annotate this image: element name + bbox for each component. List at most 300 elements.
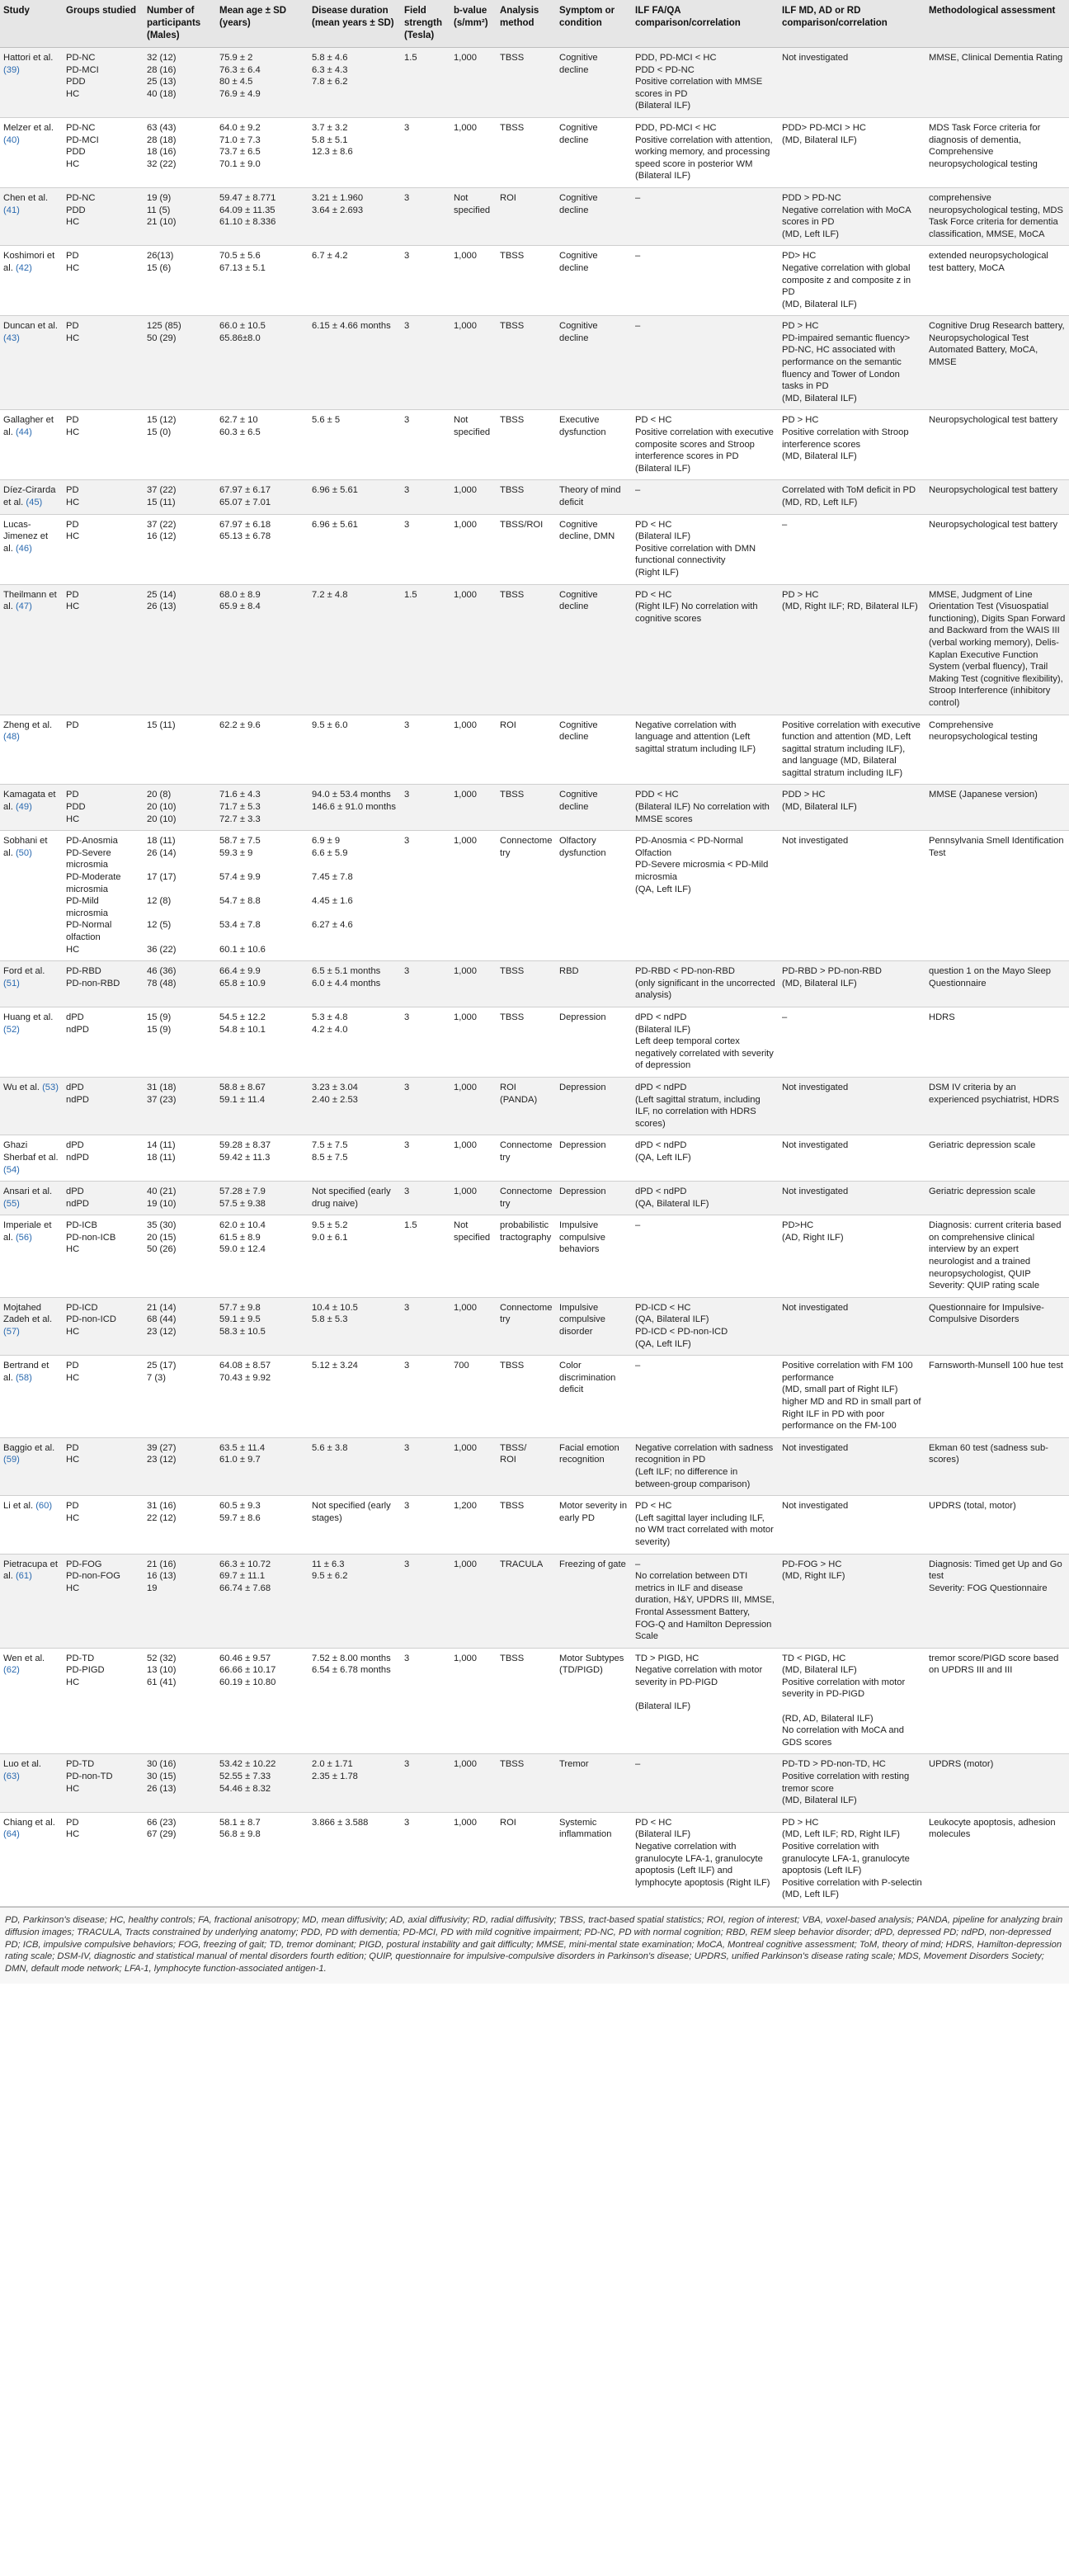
participants-cell: 40 (21) 19 (10) [144,1182,216,1215]
b-value-cell: 1,000 [450,715,497,785]
methodological-cell: Comprehensive neuropsychological testing [925,715,1069,785]
symptom-cell: Tremor [556,1754,632,1812]
study-cell [0,48,63,118]
analysis-method-cell: ROI [497,1812,556,1906]
methodological-cell: tremor score/PIGD score based on UPDRS III and III [925,1648,1069,1754]
b-value-cell: 1,000 [450,1648,497,1754]
symptom-cell: Motor severity in early PD [556,1496,632,1554]
ilf-fa-qa-cell: – [632,316,779,410]
study-cell [0,1812,63,1906]
reference-link[interactable]: (54) [3,1164,20,1175]
participants-cell: 125 (85) 50 (29) [144,316,216,410]
b-value-cell: 1,000 [450,1297,497,1355]
study-cell [0,117,63,187]
field-strength-cell: 3 [401,831,450,961]
groups-cell: PD-NC PDD HC [63,187,144,245]
methodological-cell: MDS Task Force criteria for diagnosis of dementia, Comprehensive neuropsychological testing [925,117,1069,187]
b-value-cell: Not specified [450,1215,497,1298]
analysis-method-cell: TBSS [497,410,556,480]
groups-cell: PD HC [63,1437,144,1495]
analysis-method-cell: TBSS/ ROI [497,1437,556,1495]
groups-cell: PD HC [63,1356,144,1438]
disease-duration-cell: 11 ± 6.3 9.5 ± 6.2 [308,1554,401,1648]
groups-cell: PD-Anosmia PD-Severe microsmia PD-Moderate microsmia PD-Mild microsmia PD-Normal olfaction HC [63,831,144,961]
header-analysis-method: Analysis method [497,0,556,48]
table-row [0,117,1069,187]
ilf-md-ad-rd-cell: Not investigated [779,48,925,118]
groups-cell: PD PDD HC [63,785,144,831]
table-row [0,1356,1069,1438]
mean-age-cell: 64.08 ± 8.57 70.43 ± 9.92 [216,1356,308,1438]
study-name: Pietracupa et al. [3,1559,58,1582]
methodological-cell: Questionnaire for Impulsive-Compulsive Disorders [925,1297,1069,1355]
analysis-method-cell: Connectometry [497,831,556,961]
ilf-fa-qa-cell: dPD < ndPD (QA, Left ILF) [632,1135,779,1182]
study-cell [0,1648,63,1754]
participants-cell: 15 (11) [144,715,216,785]
header-disease-duration: Disease duration (mean years ± SD) [308,0,401,48]
groups-cell: PD-TD PD-non-TD HC [63,1754,144,1812]
disease-duration-cell: 6.96 ± 5.61 [308,480,401,514]
table-row [0,1297,1069,1355]
reference-link[interactable]: (46) [15,543,32,554]
groups-cell: PD HC [63,246,144,316]
analysis-method-cell: TBSS [497,117,556,187]
reference-link[interactable]: (50) [15,847,32,858]
b-value-cell: 1,000 [450,1554,497,1648]
ilf-md-ad-rd-cell: Not investigated [779,1496,925,1554]
analysis-method-cell: TBSS [497,316,556,410]
symptom-cell: Freezing of gate [556,1554,632,1648]
reference-link[interactable]: (40) [3,134,20,145]
b-value-cell: 1,000 [450,1437,497,1495]
groups-cell: PD-TD PD-PIGD HC [63,1648,144,1754]
disease-duration-cell: 94.0 ± 53.4 months 146.6 ± 91.0 months [308,785,401,831]
field-strength-cell: 3 [401,1648,450,1754]
ilf-fa-qa-cell: TD > PIGD, HC Negative correlation with motor severity in PD-PIGD (Bilateral ILF) [632,1648,779,1754]
mean-age-cell: 67.97 ± 6.17 65.07 ± 7.01 [216,480,308,514]
disease-duration-cell: 6.96 ± 5.61 [308,514,401,584]
mean-age-cell: 67.97 ± 6.18 65.13 ± 6.78 [216,514,308,584]
b-value-cell: Not specified [450,187,497,245]
reference-link[interactable]: (48) [3,732,20,743]
participants-cell: 30 (16) 30 (15) 26 (13) [144,1754,216,1812]
study-cell [0,1135,63,1182]
study-name: Hattori et al. [3,53,54,63]
groups-cell: PD HC [63,1496,144,1554]
participants-cell: 35 (30) 20 (15) 50 (26) [144,1215,216,1298]
study-name: Theilmann et al. [3,589,57,612]
disease-duration-cell: 3.7 ± 3.2 5.8 ± 5.1 12.3 ± 8.6 [308,117,401,187]
participants-cell: 31 (18) 37 (23) [144,1077,216,1135]
field-strength-cell: 3 [401,117,450,187]
analysis-method-cell: TBSS [497,1754,556,1812]
symptom-cell: Impulsive compulsive behaviors [556,1215,632,1298]
mean-age-cell: 66.3 ± 10.72 69.7 ± 11.1 66.74 ± 7.68 [216,1554,308,1648]
mean-age-cell: 63.5 ± 11.4 61.0 ± 9.7 [216,1437,308,1495]
b-value-cell: 1,000 [450,961,497,1007]
b-value-cell: 1,000 [450,1812,497,1906]
symptom-cell: Cognitive decline [556,316,632,410]
symptom-cell: Depression [556,1007,632,1077]
b-value-cell: 1,000 [450,48,497,118]
disease-duration-cell: 3.21 ± 1.960 3.64 ± 2.693 [308,187,401,245]
groups-cell: PD-RBD PD-non-RBD [63,961,144,1007]
symptom-cell: Impulsive compulsive disorder [556,1297,632,1355]
participants-cell: 39 (27) 23 (12) [144,1437,216,1495]
ilf-fa-qa-cell: PDD < HC (Bilateral ILF) No correlation with MMSE scores [632,785,779,831]
ilf-md-ad-rd-cell: PDD> PD-MCI > HC (MD, Bilateral ILF) [779,117,925,187]
reference-link[interactable]: (45) [26,498,43,507]
analysis-method-cell: TBSS [497,584,556,715]
analysis-method-cell: TBSS [497,480,556,514]
symptom-cell: RBD [556,961,632,1007]
analysis-method-cell: Connectometry [497,1135,556,1182]
ilf-md-ad-rd-cell: PD > HC Positive correlation with Stroop interference scores (MD, Bilateral ILF) [779,410,925,480]
reference-link[interactable]: (49) [15,802,32,813]
table-row [0,715,1069,785]
mean-age-cell: 70.5 ± 5.6 67.13 ± 5.1 [216,246,308,316]
disease-duration-cell: 5.12 ± 3.24 [308,1356,401,1438]
reference-link[interactable]: (62) [3,1665,20,1676]
participants-cell: 26(13) 15 (6) [144,246,216,316]
study-name: Melzer et al. [3,122,54,133]
ilf-fa-qa-cell: – [632,1356,779,1438]
reference-link[interactable]: (53) [42,1082,59,1092]
participants-cell: 21 (14) 68 (44) 23 (12) [144,1297,216,1355]
mean-age-cell: 57.28 ± 7.9 57.5 ± 9.38 [216,1182,308,1215]
b-value-cell: 1,000 [450,1754,497,1812]
groups-cell: PD HC [63,584,144,715]
participants-cell: 18 (11) 26 (14) 17 (17) 12 (8) 12 (5) 36 (22) [144,831,216,961]
methodological-cell: Neuropsychological test battery [925,514,1069,584]
ilf-fa-qa-cell: PD-ICD < HC (QA, Bilateral ILF) PD-ICD < PD-non-ICD (QA, Left ILF) [632,1297,779,1355]
disease-duration-cell: 6.15 ± 4.66 months [308,316,401,410]
ilf-fa-qa-cell: Negative correlation with language and attention (Left sagittal stratum including ILF) [632,715,779,785]
mean-age-cell: 58.8 ± 8.67 59.1 ± 11.4 [216,1077,308,1135]
study-cell [0,187,63,245]
table-row [0,410,1069,480]
field-strength-cell: 3 [401,1554,450,1648]
study-cell [0,715,63,785]
reference-link[interactable]: (55) [3,1198,20,1209]
ilf-md-ad-rd-cell: – [779,1007,925,1077]
ilf-fa-qa-cell: – No correlation between DTI metrics in ILF and disease duration, H&Y, UPDRS III, MMSE, Frontal Assessment Battery, FOG-Q and Hamilton Depression Scale [632,1554,779,1648]
mean-age-cell: 66.0 ± 10.5 65.86±8.0 [216,316,308,410]
field-strength-cell: 3 [401,1077,450,1135]
header-groups: Groups studied [63,0,144,48]
symptom-cell: Olfactory dysfunction [556,831,632,961]
analysis-method-cell: TBSS [497,1356,556,1438]
symptom-cell: Cognitive decline [556,246,632,316]
study-cell [0,1496,63,1554]
groups-cell: PD [63,715,144,785]
study-name: Wen et al. [3,1653,45,1663]
b-value-cell: 1,000 [450,316,497,410]
table-row [0,1496,1069,1554]
mean-age-cell: 59.47 ± 8.771 64.09 ± 11.35 61.10 ± 8.336 [216,187,308,245]
disease-duration-cell: 7.52 ± 8.00 months 6.54 ± 6.78 months [308,1648,401,1754]
methodological-cell: Diagnosis: current criteria based on comprehensive clinical interview by an expert neurologist and a trained neuropsychologist, QUIP Severity: QUIP rating scale [925,1215,1069,1298]
groups-cell: PD-NC PD-MCI PDD HC [63,117,144,187]
methodological-cell: extended neuropsychological test battery, MoCA [925,246,1069,316]
study-cell [0,514,63,584]
study-cell [0,246,63,316]
mean-age-cell: 62.0 ± 10.4 61.5 ± 8.9 59.0 ± 12.4 [216,1215,308,1298]
analysis-method-cell: Connectometry [497,1182,556,1215]
reference-link[interactable]: (43) [3,333,20,343]
methodological-cell: Diagnosis: Timed get Up and Go test Severity: FOG Questionnaire [925,1554,1069,1648]
table-row [0,514,1069,584]
study-cell [0,1554,63,1648]
field-strength-cell: 3 [401,316,450,410]
header-symptom: Symptom or condition [556,0,632,48]
disease-duration-cell: 3.23 ± 3.04 2.40 ± 2.53 [308,1077,401,1135]
study-cell [0,316,63,410]
ilf-fa-qa-cell: PD < HC (Left sagittal layer including ILF, no WM tract correlated with motor severity) [632,1496,779,1554]
field-strength-cell: 1.5 [401,1215,450,1298]
ilf-md-ad-rd-cell: TD < PIGD, HC (MD, Bilateral ILF) Positive correlation with motor severity in PD-PIGD (RD, AD, Bilateral ILF) No correlation with MoCA and GDS scores [779,1648,925,1754]
groups-cell: PD HC [63,316,144,410]
analysis-method-cell: TBSS [497,1648,556,1754]
ilf-md-ad-rd-cell: PD > HC (MD, Left ILF; RD, Right ILF) Positive correlation with granulocyte LFA-1, granulocyte apoptosis (Left ILF) Positive correlation with P-selectin (MD, Left ILF) [779,1812,925,1906]
symptom-cell: Cognitive decline [556,785,632,831]
table-row [0,961,1069,1007]
disease-duration-cell: 5.6 ± 3.8 [308,1437,401,1495]
reference-link[interactable]: (39) [3,64,20,75]
ilf-md-ad-rd-cell: Not investigated [779,1437,925,1495]
field-strength-cell: 3 [401,514,450,584]
participants-cell: 52 (32) 13 (10) 61 (41) [144,1648,216,1754]
symptom-cell: Cognitive decline, DMN [556,514,632,584]
study-cell [0,1437,63,1495]
ilf-fa-qa-cell: PD < HC (Right ILF) No correlation with cognitive scores [632,584,779,715]
study-name: Bertrand et al. [3,1361,49,1383]
reference-link[interactable]: (42) [15,262,32,273]
groups-cell: PD-ICD PD-non-ICD HC [63,1297,144,1355]
reference-link[interactable]: (60) [35,1501,53,1512]
field-strength-cell: 3 [401,1297,450,1355]
table-row [0,1007,1069,1077]
methodological-cell: Pennsylvania Smell Identification Test [925,831,1069,961]
participants-cell: 37 (22) 15 (11) [144,480,216,514]
field-strength-cell: 3 [401,715,450,785]
participants-cell: 14 (11) 18 (11) [144,1135,216,1182]
table-row [0,48,1069,118]
study-name: Zheng et al. [3,719,53,730]
ilf-md-ad-rd-cell: PD > HC (MD, Right ILF; RD, Bilateral ILF) [779,584,925,715]
study-name: Duncan et al. [3,321,58,332]
groups-cell: PD HC [63,514,144,584]
methodological-cell: UPDRS (motor) [925,1754,1069,1812]
b-value-cell: 700 [450,1356,497,1438]
ilf-fa-qa-cell: – [632,480,779,514]
disease-duration-cell: 2.0 ± 1.71 2.35 ± 1.78 [308,1754,401,1812]
study-cell [0,1297,63,1355]
symptom-cell: Depression [556,1182,632,1215]
field-strength-cell: 1.5 [401,48,450,118]
mean-age-cell: 71.6 ± 4.3 71.7 ± 5.3 72.7 ± 3.3 [216,785,308,831]
mean-age-cell: 59.28 ± 8.37 59.42 ± 11.3 [216,1135,308,1182]
field-strength-cell: 3 [401,1356,450,1438]
mean-age-cell: 53.42 ± 10.22 52.55 ± 7.33 54.46 ± 8.32 [216,1754,308,1812]
ilf-fa-qa-cell: dPD < ndPD (QA, Bilateral ILF) [632,1182,779,1215]
header-b-value: b-value (s/mm²) [450,0,497,48]
study-name: Baggio et al. [3,1442,55,1453]
symptom-cell: Cognitive decline [556,715,632,785]
table-row [0,187,1069,245]
symptom-cell: Executive dysfunction [556,410,632,480]
ilf-fa-qa-cell: PD-Anosmia < PD-Normal Olfaction PD-Severe microsmia < PD-Mild microsmia (QA, Left ILF) [632,831,779,961]
header-study: Study [0,0,63,48]
methodological-cell: Neuropsychological test battery [925,480,1069,514]
field-strength-cell: 3 [401,785,450,831]
reference-link[interactable]: (47) [15,602,32,612]
participants-cell: 25 (17) 7 (3) [144,1356,216,1438]
ilf-md-ad-rd-cell: Correlated with ToM deficit in PD (MD, RD, Left ILF) [779,480,925,514]
methodological-cell: Leukocyte apoptosis, adhesion molecules [925,1812,1069,1906]
study-cell [0,1077,63,1135]
study-name: Huang et al. [3,1012,54,1022]
field-strength-cell: 3 [401,246,450,316]
ilf-fa-qa-cell: dPD < ndPD (Left sagittal stratum, including ILF, no correlation with HDRS scores) [632,1077,779,1135]
ilf-fa-qa-cell: – [632,1215,779,1298]
ilf-md-ad-rd-cell: Not investigated [779,1182,925,1215]
groups-cell: PD HC [63,480,144,514]
groups-cell: PD-ICB PD-non-ICB HC [63,1215,144,1298]
participants-cell: 19 (9) 11 (5) 21 (10) [144,187,216,245]
mean-age-cell: 64.0 ± 9.2 71.0 ± 7.3 73.7 ± 6.5 70.1 ± 9.0 [216,117,308,187]
ilf-fa-qa-cell: PD < HC (Bilateral ILF) Negative correlation with granulocyte LFA-1, granulocyte apoptosis (Left ILF) and lymphocyte apoptosis (Right ILF) [632,1812,779,1906]
ilf-md-ad-rd-cell: PD> HC Negative correlation with global composite z and composite z in PD (MD, Bilateral ILF) [779,246,925,316]
study-name: Li et al. [3,1501,34,1512]
reference-link[interactable]: (52) [3,1024,20,1035]
field-strength-cell: 3 [401,410,450,480]
table-row [0,1437,1069,1495]
participants-cell: 37 (22) 16 (12) [144,514,216,584]
ilf-md-ad-rd-cell: PD-FOG > HC (MD, Right ILF) [779,1554,925,1648]
reference-link[interactable]: (41) [3,205,20,215]
study-name: Ford et al. [3,966,45,977]
study-name: Ghazi Sherbaf et al. [3,1140,59,1163]
study-name: Ansari et al. [3,1187,53,1197]
b-value-cell: 1,000 [450,480,497,514]
header-methodological: Methodological assessment [925,0,1069,48]
ilf-fa-qa-cell: dPD < ndPD (Bilateral ILF) Left deep temporal cortex negatively correlated with severity of depression [632,1007,779,1077]
ilf-fa-qa-cell: PD < HC Positive correlation with executive composite scores and Stroop interference scores in PD (Bilateral ILF) [632,410,779,480]
ilf-md-ad-rd-cell: Not investigated [779,1297,925,1355]
participants-cell: 25 (14) 26 (13) [144,584,216,715]
reference-link[interactable]: (56) [15,1232,32,1243]
groups-cell: PD HC [63,1812,144,1906]
header-ilf-fa-qa: ILF FA/QA comparison/correlation [632,0,779,48]
study-name: Chiang et al. [3,1817,55,1828]
symptom-cell: Theory of mind deficit [556,480,632,514]
study-cell [0,785,63,831]
ilf-md-ad-rd-cell: – [779,514,925,584]
study-name: Díez-Cirarda et al. [3,485,56,507]
symptom-cell: Cognitive decline [556,187,632,245]
symptom-cell: Depression [556,1135,632,1182]
b-value-cell: 1,000 [450,1182,497,1215]
participants-cell: 21 (16) 16 (13) 19 [144,1554,216,1648]
symptom-cell: Depression [556,1077,632,1135]
b-value-cell: 1,000 [450,1007,497,1077]
table-row [0,1215,1069,1298]
participants-cell: 15 (9) 15 (9) [144,1007,216,1077]
field-strength-cell: 3 [401,480,450,514]
study-name: Chen et al. [3,192,49,203]
b-value-cell: 1,200 [450,1496,497,1554]
ilf-md-ad-rd-cell: Positive correlation with executive function and attention (MD, Left sagittal stratum including ILF), and language (MD, Bilateral sagittal stratum including ILF) [779,715,925,785]
field-strength-cell: 3 [401,1182,450,1215]
mean-age-cell: 58.7 ± 7.5 59.3 ± 9 57.4 ± 9.9 54.7 ± 8.8 53.4 ± 7.8 60.1 ± 10.6 [216,831,308,961]
table-row [0,316,1069,410]
disease-duration-cell: 5.3 ± 4.8 4.2 ± 4.0 [308,1007,401,1077]
b-value-cell: 1,000 [450,785,497,831]
reference-link[interactable]: (58) [15,1372,32,1383]
study-name: Koshimori et al. [3,251,55,273]
mean-age-cell: 68.0 ± 8.9 65.9 ± 8.4 [216,584,308,715]
reference-link[interactable]: (64) [3,1829,20,1840]
disease-duration-cell: 7.5 ± 7.5 8.5 ± 7.5 [308,1135,401,1182]
reference-link[interactable]: (61) [15,1571,32,1582]
reference-link[interactable]: (59) [3,1455,20,1465]
mean-age-cell: 75.9 ± 2 76.3 ± 6.4 80 ± 4.5 76.9 ± 4.9 [216,48,308,118]
symptom-cell: Cognitive decline [556,117,632,187]
study-cell [0,961,63,1007]
b-value-cell: 1,000 [450,246,497,316]
mean-age-cell: 66.4 ± 9.9 65.8 ± 10.9 [216,961,308,1007]
analysis-method-cell: Connectometry [497,1297,556,1355]
methodological-cell: comprehensive neuropsychological testing, MDS Task Force criteria for dementia classification, MMSE, MoCA [925,187,1069,245]
ilf-md-ad-rd-cell: PDD > PD-NC Negative correlation with MoCA scores in PD (MD, Left ILF) [779,187,925,245]
participants-cell: 32 (12) 28 (16) 25 (13) 40 (18) [144,48,216,118]
ilf-fa-qa-cell: Negative correlation with sadness recognition in PD (Left ILF; no difference in between-group comparison) [632,1437,779,1495]
methodological-cell: DSM IV criteria by an experienced psychiatrist, HDRS [925,1077,1069,1135]
disease-duration-cell: 9.5 ± 5.2 9.0 ± 6.1 [308,1215,401,1298]
methodological-cell: MMSE, Judgment of Line Orientation Test (Visuospatial functioning), Digits Span Forward and Backward from the WAIS III (verbal working memory), Delis-Kaplan Executive Function System (verbal fluency), Trail Making Test (cognitive flexibility), Stroop Interference (inhibitory control) [925,584,1069,715]
ilf-fa-qa-cell: – [632,187,779,245]
mean-age-cell: 62.2 ± 9.6 [216,715,308,785]
reference-link[interactable]: (51) [3,978,20,988]
study-name: Mojtahed Zadeh et al. [3,1302,53,1325]
disease-duration-cell: 5.6 ± 5 [308,410,401,480]
ilf-fa-qa-cell: PDD, PD-MCI < HC PDD < PD-NC Positive correlation with MMSE scores in PD (Bilateral ILF) [632,48,779,118]
analysis-method-cell: TBSS [497,48,556,118]
analysis-method-cell: ROI (PANDA) [497,1077,556,1135]
table-row [0,480,1069,514]
table-row [0,246,1069,316]
disease-duration-cell: Not specified (early stages) [308,1496,401,1554]
reference-link[interactable]: (44) [15,427,32,438]
table-body [0,48,1069,1907]
reference-link[interactable]: (57) [3,1327,20,1338]
mean-age-cell: 57.7 ± 9.8 59.1 ± 9.5 58.3 ± 10.5 [216,1297,308,1355]
symptom-cell: Color discrimination deficit [556,1356,632,1438]
study-cell [0,410,63,480]
reference-link[interactable]: (63) [3,1772,20,1782]
methodological-cell: question 1 on the Mayo Sleep Questionnaire [925,961,1069,1007]
field-strength-cell: 3 [401,187,450,245]
ilf-fa-qa-cell: – [632,1754,779,1812]
participants-cell: 46 (36) 78 (48) [144,961,216,1007]
groups-cell: dPD ndPD [63,1077,144,1135]
methodological-cell: Geriatric depression scale [925,1135,1069,1182]
mean-age-cell: 62.7 ± 10 60.3 ± 6.5 [216,410,308,480]
mean-age-cell: 54.5 ± 12.2 54.8 ± 10.1 [216,1007,308,1077]
disease-duration-cell: 10.4 ± 10.5 5.8 ± 5.3 [308,1297,401,1355]
